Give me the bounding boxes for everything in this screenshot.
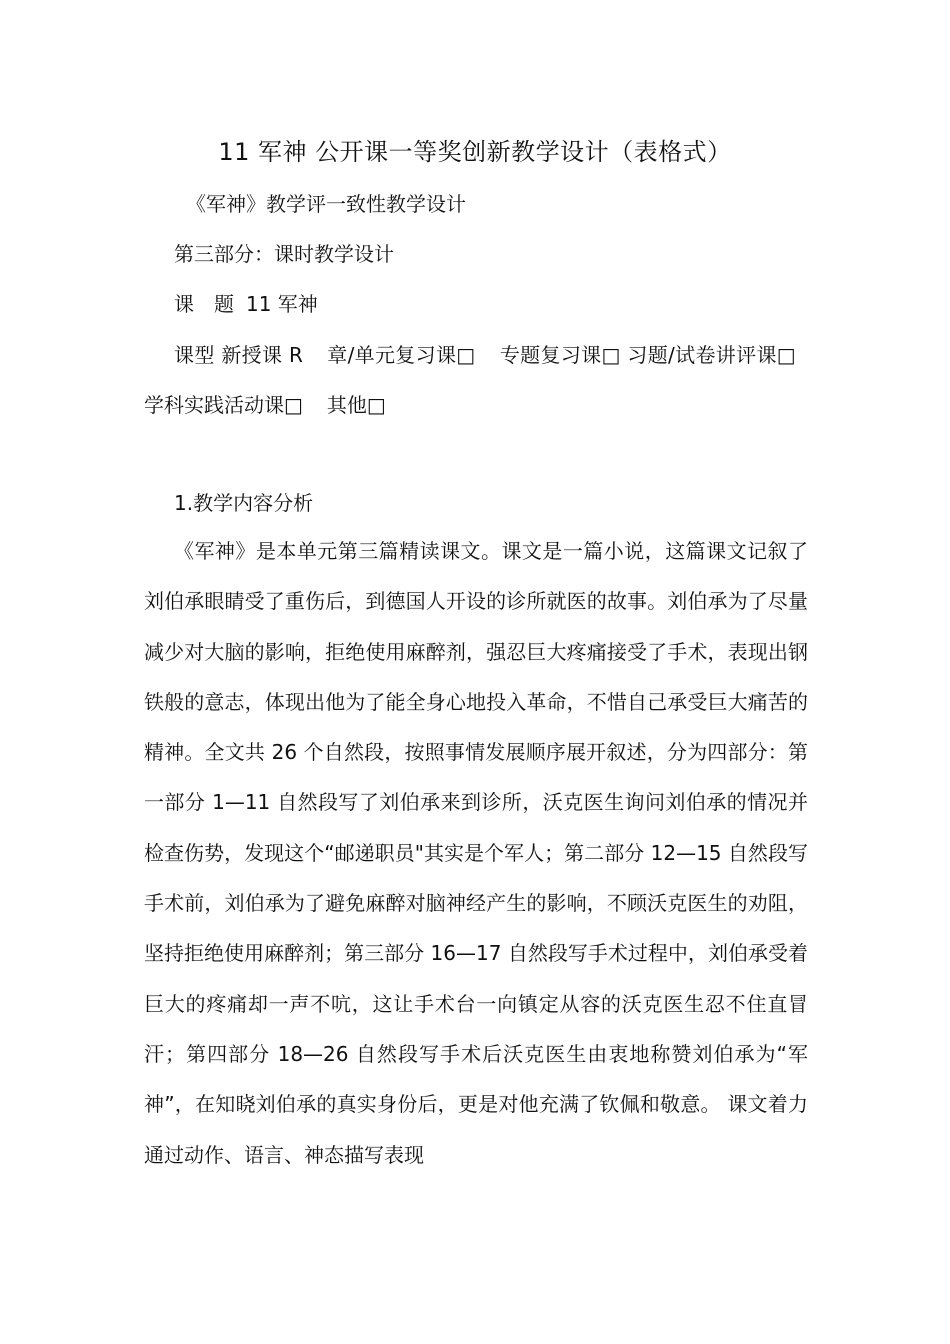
lesson-label: 课 题 <box>174 292 234 316</box>
option-new-lesson: 新授课 R <box>221 343 303 367</box>
lesson-row <box>174 288 318 317</box>
option-practice-activity: 学科实践活动课□ <box>144 393 303 417</box>
document-title: 11 军神 公开课一等奖创新教学设计（表格式） <box>218 138 732 166</box>
course-type-row <box>144 330 808 430</box>
option-topic-review: 专题复习课□ <box>499 343 621 367</box>
lesson-value: 11 军神 <box>246 292 318 316</box>
content-analysis-paragraph: 《军神》是本单元第三篇精读课文。课文是一篇小说，这篇课文记叙了刘伯承眼睛受了重伤后，到德国人开设的诊所就医的故事。刘伯承为了尽量减少对大脑的影响，拒绝使用麻醉剂，强忍巨大疼痛接受了手术，表现出钢铁般的意志，体现出他为了能全身心地投入革命，不惜自己承受巨大痛苦的精神。全文共 26 个自然段，按照事情发展顺序展开叙述，分为四部分：第一部分 1—11 自然段写了刘伯承来到诊所，沃克医生询问刘伯承的情况并检查伤势，发现这个“邮递职员"其实是个军人；第二部分 12—15 自然段写手术前，刘伯承为了避免麻醉对脑神经产生的影响，不顾沃克医生的劝阻，坚持拒绝使用麻醉剂；第三部分 16—17 自然段写手术过程中，刘伯承受着巨大的疼痛却一声不吭，这让手术台一向镇定从容的沃克医生忍不住直冒汗；第四部分 18—26 自然段写手术后沃克医生由衷地称赞刘伯承为“军神”，在知晓刘伯承的真实身份后，更是对他充满了钦佩和敬意。 课文着力通过动作、语言、神态描写表现 <box>144 539 808 1167</box>
option-unit-review: 章/单元复习课□ <box>326 343 476 367</box>
course-type-label: 课型 <box>174 343 215 367</box>
option-exercise-review: 习题/试卷讲评课□ <box>627 343 796 367</box>
option-other: 其他□ <box>326 393 386 417</box>
document-subtitle: 《军神》教学评一致性教学设计 <box>186 192 466 216</box>
part-heading: 第三部分：课时教学设计 <box>174 242 394 266</box>
section-heading: 1.教学内容分析 <box>174 491 314 515</box>
